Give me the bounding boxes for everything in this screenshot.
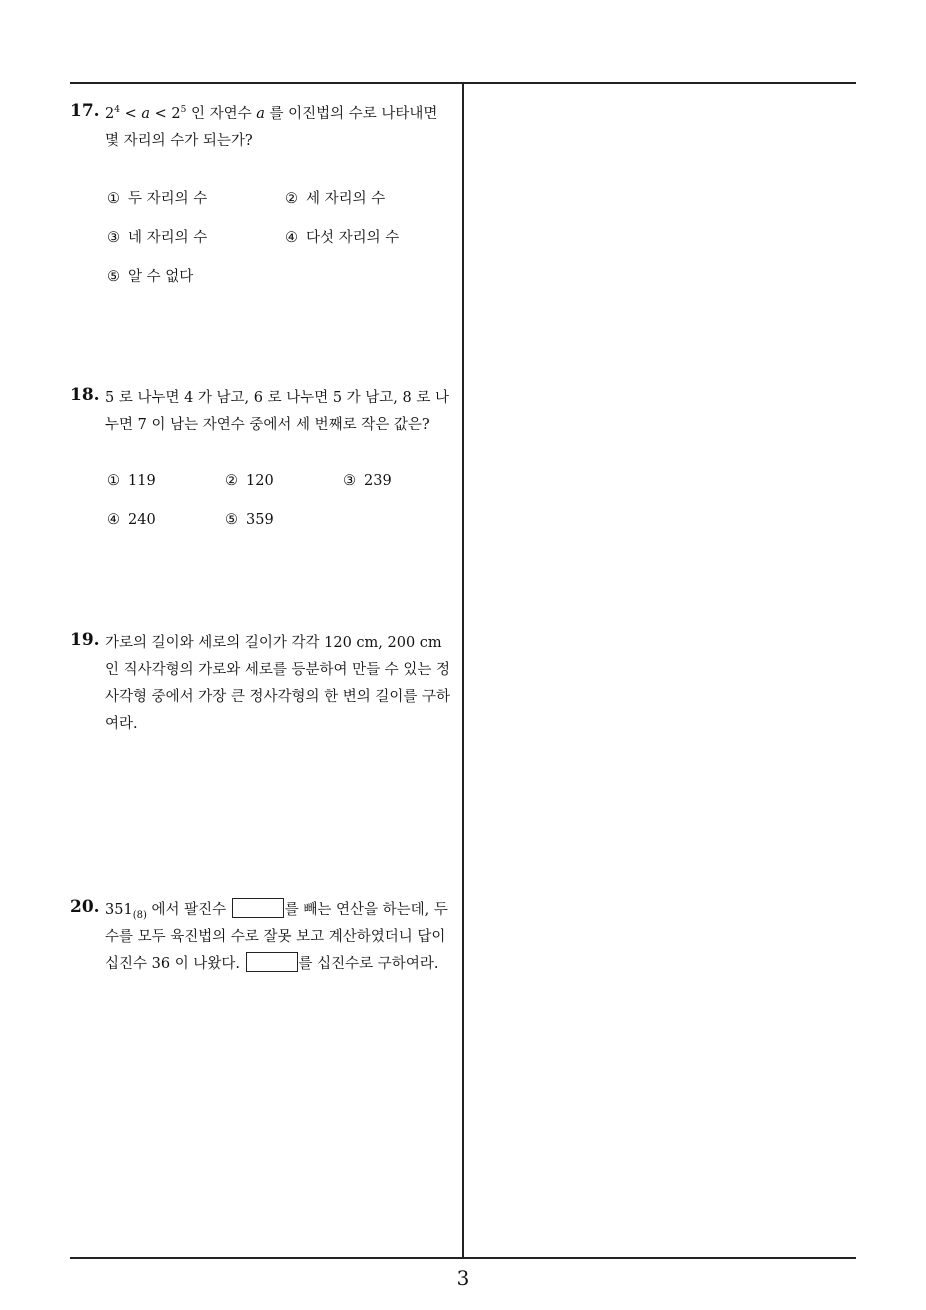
- choice-3[interactable]: ③ 239: [343, 473, 392, 489]
- problem-number: 19.: [70, 630, 100, 650]
- problem-18: [70, 385, 455, 439]
- bottom-rule: [70, 1257, 856, 1259]
- choice-5[interactable]: ⑤ 알 수 없다: [107, 269, 194, 285]
- problem-text: $2^4 < a < 2^5$ 인 자연수 a 를 이진법의 수로 나타내면 몇 자리의 수가 되는가?: [105, 105, 438, 149]
- choice-1[interactable]: ① 119: [107, 473, 156, 489]
- choice-2[interactable]: ② 120: [225, 473, 274, 489]
- column-divider: [462, 82, 464, 1259]
- answer-blank-box[interactable]: [232, 898, 284, 918]
- problem-number: 17.: [70, 101, 100, 121]
- choice-4[interactable]: ④ 240: [107, 512, 156, 528]
- choice-3[interactable]: ③ 네 자리의 수: [107, 230, 208, 246]
- problem-text: 5 로 나누면 4 가 남고, 6 로 나누면 5 가 남고, 8 로 나누면 7 이 남는 자연수 중에서 세 번째로 작은 값은?: [105, 390, 449, 433]
- page-number: 3: [456, 1266, 470, 1290]
- choice-1[interactable]: ① 두 자리의 수: [107, 191, 208, 207]
- problem-number: 20.: [70, 897, 100, 917]
- problem-20: [70, 897, 455, 978]
- problem-text: 가로의 길이와 세로의 길이가 각각 120 cm, 200 cm 인 직사각형의 가로와 세로를 등분하여 만들 수 있는 정사각형 중에서 가장 큰 정사각형의 한 변의 길이를 구하여라.: [105, 635, 451, 732]
- problem-text: $351_{(8)}$ 에서 팔진수 를 빼는 연산을 하는데, 두 수를 모두 육진법의 수로 잘못 보고 계산하였더니 답이 십진수 36 이 나왔다. 를 십진수로 구하여라.: [105, 897, 455, 978]
- choice-4[interactable]: ④ 다섯 자리의 수: [285, 230, 400, 246]
- problem-19: [70, 630, 455, 738]
- answer-blank-box[interactable]: [246, 952, 298, 972]
- problem-17: [70, 101, 455, 155]
- choice-2[interactable]: ② 세 자리의 수: [285, 191, 386, 207]
- choice-5[interactable]: ⑤ 359: [225, 512, 274, 528]
- problem-number: 18.: [70, 385, 100, 405]
